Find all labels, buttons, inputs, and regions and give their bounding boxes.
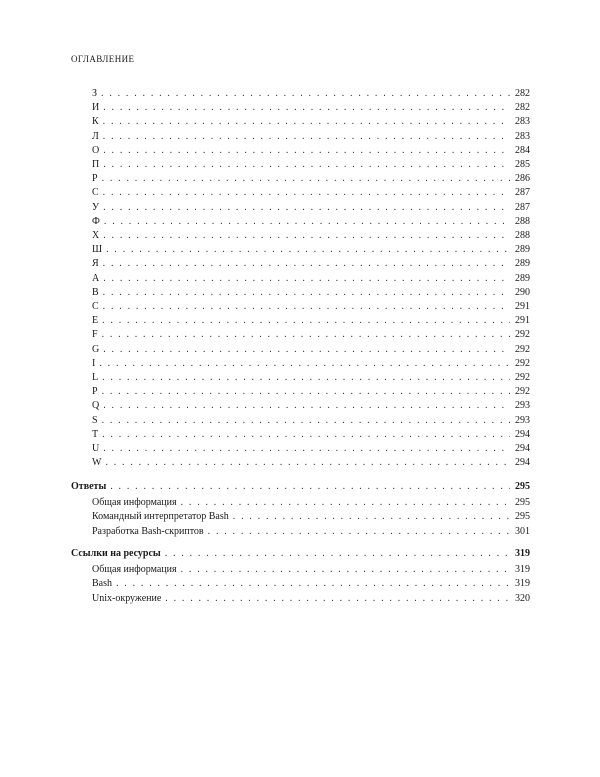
toc-page-number: 292 bbox=[515, 344, 530, 355]
toc-page-number: 282 bbox=[515, 102, 530, 113]
toc-entry-label: P bbox=[92, 386, 98, 397]
toc-page-number: 288 bbox=[515, 216, 530, 227]
toc-page-number: 292 bbox=[515, 386, 530, 397]
toc-page-number: 283 bbox=[515, 116, 530, 127]
dot-leader bbox=[106, 243, 510, 257]
toc-entry-label: Unix-окружение bbox=[92, 593, 162, 604]
toc-letter-row[interactable] bbox=[92, 343, 530, 357]
toc-letter-row[interactable] bbox=[92, 428, 530, 442]
toc-entry-label: I bbox=[92, 358, 96, 369]
toc-page-number: 294 bbox=[515, 457, 530, 468]
toc-page-number: 319 bbox=[515, 564, 530, 575]
toc-page-number: 295 bbox=[515, 481, 530, 492]
dot-leader bbox=[116, 577, 510, 591]
dot-leader bbox=[103, 229, 510, 243]
toc-entry-label: Л bbox=[92, 131, 99, 142]
toc-chapter-row[interactable] bbox=[71, 547, 530, 561]
toc-letter-row[interactable] bbox=[92, 257, 530, 271]
toc-entry-label: С bbox=[92, 187, 99, 198]
toc-page-number: 285 bbox=[515, 159, 530, 170]
toc-entry-label: W bbox=[92, 457, 102, 468]
toc-entry-label: E bbox=[92, 315, 99, 326]
toc-section-row[interactable] bbox=[92, 496, 530, 510]
toc-entry-label: Общая информация bbox=[92, 564, 177, 575]
dot-leader bbox=[165, 592, 510, 606]
dot-leader bbox=[103, 257, 510, 271]
dot-leader bbox=[103, 144, 510, 158]
toc-page-number: 319 bbox=[515, 578, 530, 589]
toc-entry-label: Х bbox=[92, 230, 100, 241]
toc-page-number: 320 bbox=[515, 593, 530, 604]
dot-leader bbox=[103, 158, 510, 172]
toc-page-number: 295 bbox=[515, 497, 530, 508]
dot-leader bbox=[103, 186, 510, 200]
dot-leader bbox=[102, 371, 510, 385]
dot-leader bbox=[102, 172, 510, 186]
dot-leader bbox=[104, 215, 510, 229]
toc-entry-label: A bbox=[92, 273, 100, 284]
toc-entry-label: П bbox=[92, 159, 100, 170]
dot-leader bbox=[103, 286, 510, 300]
dot-leader bbox=[99, 357, 510, 371]
toc-page-number: 284 bbox=[515, 145, 530, 156]
toc-section-row[interactable] bbox=[92, 510, 530, 524]
toc-page-number: 288 bbox=[515, 230, 530, 241]
dot-leader bbox=[165, 547, 510, 561]
dot-leader bbox=[102, 428, 510, 442]
toc-entry-label: Командный интерпретатор Bash bbox=[92, 511, 229, 522]
toc-entry-label: C bbox=[92, 301, 99, 312]
toc-letter-row[interactable] bbox=[92, 229, 530, 243]
dot-leader bbox=[103, 300, 510, 314]
toc-page-number: 291 bbox=[515, 315, 530, 326]
dot-leader bbox=[102, 314, 510, 328]
toc-page-number: 301 bbox=[515, 526, 530, 537]
toc-page-number: 282 bbox=[515, 88, 530, 99]
toc-letter-row[interactable] bbox=[92, 158, 530, 172]
dot-leader bbox=[103, 343, 510, 357]
toc-entry-label: Ф bbox=[92, 216, 100, 227]
toc-entry-label: Разработка Bash-скриптов bbox=[92, 526, 204, 537]
toc-section-row[interactable] bbox=[92, 592, 530, 606]
toc-page-number: 295 bbox=[515, 511, 530, 522]
toc-entry-label: К bbox=[92, 116, 99, 127]
toc-letter-row[interactable] bbox=[92, 172, 530, 186]
toc-section-row[interactable] bbox=[92, 525, 530, 539]
toc-entry-label: S bbox=[92, 415, 98, 426]
dot-leader bbox=[103, 442, 510, 456]
toc-entry-label: U bbox=[92, 443, 100, 454]
dot-leader bbox=[105, 456, 510, 470]
toc-page-number: 293 bbox=[515, 400, 530, 411]
toc-letter-row[interactable] bbox=[92, 186, 530, 200]
toc-letter-row[interactable] bbox=[92, 215, 530, 229]
toc-page-number: 292 bbox=[515, 358, 530, 369]
toc-letter-row[interactable] bbox=[92, 243, 530, 257]
toc-page-number: 289 bbox=[515, 244, 530, 255]
toc-letter-row[interactable] bbox=[92, 399, 530, 413]
toc-entry-label: T bbox=[92, 429, 99, 440]
toc-entry-label: Общая информация bbox=[92, 497, 177, 508]
toc-entry-label: Bash bbox=[92, 578, 112, 589]
dot-leader bbox=[102, 385, 510, 399]
dot-leader bbox=[181, 563, 510, 577]
toc-page-number: 291 bbox=[515, 301, 530, 312]
toc-entry-label: Ссылки на ресурсы bbox=[71, 548, 161, 559]
dot-leader bbox=[103, 201, 510, 215]
toc-letter-row[interactable] bbox=[92, 414, 530, 428]
toc-page-number: 289 bbox=[515, 273, 530, 284]
toc-entry-label: G bbox=[92, 344, 100, 355]
toc-letter-row[interactable] bbox=[92, 300, 530, 314]
toc-entry-label: L bbox=[92, 372, 99, 383]
toc-letter-row[interactable] bbox=[92, 371, 530, 385]
running-head: ОГЛАВЛЕНИЕ bbox=[71, 54, 135, 64]
toc-page-number: 294 bbox=[515, 429, 530, 440]
toc-entry-label: Я bbox=[92, 258, 99, 269]
toc-letter-row[interactable] bbox=[92, 314, 530, 328]
toc-letter-row[interactable] bbox=[92, 385, 530, 399]
toc-page-number: 283 bbox=[515, 131, 530, 142]
toc-page-number: 287 bbox=[515, 202, 530, 213]
toc-page-number: 286 bbox=[515, 173, 530, 184]
toc-entry-label: И bbox=[92, 102, 100, 113]
toc-entry-label: З bbox=[92, 88, 98, 99]
toc-letter-row[interactable] bbox=[92, 144, 530, 158]
toc-page-number: 292 bbox=[515, 329, 530, 340]
dot-leader bbox=[110, 480, 510, 494]
dot-leader bbox=[103, 399, 510, 413]
toc-letter-row[interactable] bbox=[92, 115, 530, 129]
toc-letter-row[interactable] bbox=[92, 201, 530, 215]
toc-entry-label: О bbox=[92, 145, 100, 156]
toc-entry-label: F bbox=[92, 329, 98, 340]
dot-leader bbox=[102, 414, 510, 428]
toc-page-number: 319 bbox=[515, 548, 530, 559]
toc-entry-label: Q bbox=[92, 400, 100, 411]
toc-letter-row[interactable] bbox=[92, 442, 530, 456]
dot-leader bbox=[181, 496, 510, 510]
toc-page-number: 290 bbox=[515, 287, 530, 298]
toc-page-number: 292 bbox=[515, 372, 530, 383]
dot-leader bbox=[103, 115, 510, 129]
toc-entry-label: У bbox=[92, 202, 100, 213]
toc-letter-row[interactable] bbox=[92, 357, 530, 371]
dot-leader bbox=[208, 525, 510, 539]
dot-leader bbox=[103, 130, 510, 144]
dot-leader bbox=[102, 328, 510, 342]
dot-leader bbox=[101, 87, 510, 101]
toc-entry-label: Р bbox=[92, 173, 98, 184]
toc-letter-row[interactable] bbox=[92, 87, 530, 101]
toc-page-number: 287 bbox=[515, 187, 530, 198]
toc-page-number: 293 bbox=[515, 415, 530, 426]
toc-letter-row[interactable] bbox=[92, 456, 530, 470]
toc-entry-label: B bbox=[92, 287, 99, 298]
toc-letter-row[interactable] bbox=[92, 272, 530, 286]
toc-page-number: 289 bbox=[515, 258, 530, 269]
toc-entry-label: Ш bbox=[92, 244, 103, 255]
toc-letter-row[interactable] bbox=[92, 328, 530, 342]
toc-section-row[interactable] bbox=[92, 577, 530, 591]
toc-page-number: 294 bbox=[515, 443, 530, 454]
toc-letter-row[interactable] bbox=[92, 286, 530, 300]
toc-letter-row[interactable] bbox=[92, 130, 530, 144]
toc-entry-label: Ответы bbox=[71, 481, 107, 492]
dot-leader bbox=[233, 510, 510, 524]
toc-letter-row[interactable] bbox=[92, 101, 530, 115]
toc-section-row[interactable] bbox=[92, 563, 530, 577]
dot-leader bbox=[103, 272, 510, 286]
dot-leader bbox=[103, 101, 510, 115]
toc-chapter-row[interactable] bbox=[71, 480, 530, 494]
